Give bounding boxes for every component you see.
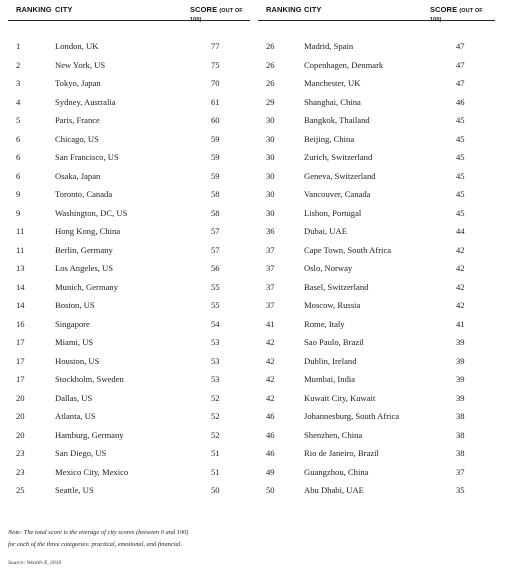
city-cell: London, UK	[55, 41, 99, 51]
rank-cell: 49	[266, 466, 275, 477]
score-cell: 52	[211, 429, 220, 440]
footnote-line-2: for each of the three categories: practical, emotional, and financial.	[8, 540, 183, 548]
city-cell: New York, US	[55, 59, 106, 70]
city-cell: Miami, US	[55, 337, 94, 347]
city-cell: Basel, Switzerland	[304, 281, 369, 292]
score-cell: 35	[456, 485, 465, 495]
rank-cell: 42	[266, 355, 275, 366]
rank-cell: 6	[16, 152, 21, 162]
table-row	[8, 279, 250, 298]
table-row	[8, 316, 250, 335]
table-row	[258, 57, 495, 76]
city-cell: Munich, Germany	[55, 281, 119, 292]
score-cell: 39	[456, 337, 465, 347]
table-row	[8, 131, 250, 150]
city-cell: Hamburg, Germany	[55, 429, 124, 440]
header-score-label: SCORE	[430, 5, 458, 14]
city-cell: Washington, DC, US	[55, 207, 128, 218]
score-cell: 55	[211, 281, 220, 292]
score-cell: 54	[211, 318, 220, 329]
score-cell: 57	[211, 226, 220, 236]
rank-cell: 11	[16, 226, 25, 236]
score-cell: 44	[456, 226, 465, 236]
rank-cell: 30	[266, 189, 275, 199]
table-row	[258, 38, 495, 57]
score-cell: 59	[211, 133, 220, 144]
score-cell: 47	[456, 41, 465, 51]
table-rows-left	[8, 38, 250, 501]
score-cell: 38	[456, 429, 465, 440]
table-row	[8, 334, 250, 353]
score-cell: 53	[211, 355, 220, 366]
table-row	[8, 297, 250, 316]
rank-cell: 50	[266, 485, 275, 495]
table-row	[258, 408, 495, 427]
table-row	[258, 390, 495, 409]
score-cell: 51	[211, 448, 220, 458]
score-cell: 70	[211, 78, 220, 88]
city-cell: Vancouver, Canada	[304, 189, 371, 199]
table-footnote	[8, 527, 268, 550]
city-cell: Lisbon, Portugal	[304, 207, 362, 218]
city-cell: Beijing, China	[304, 133, 355, 144]
rank-cell: 46	[266, 448, 275, 458]
score-cell: 42	[456, 300, 465, 310]
rank-cell: 14	[16, 281, 25, 292]
table-row	[8, 94, 250, 113]
rank-cell: 26	[266, 78, 275, 88]
score-cell: 58	[211, 207, 220, 218]
table-row	[258, 94, 495, 113]
table-row	[258, 353, 495, 372]
score-cell: 38	[456, 448, 465, 458]
city-cell: Zurich, Switzerland	[304, 152, 373, 162]
city-cell: Paris, France	[55, 115, 100, 125]
table-row	[258, 427, 495, 446]
table-row	[8, 186, 250, 205]
rank-cell: 37	[266, 244, 275, 255]
score-cell: 45	[456, 207, 465, 218]
score-cell: 47	[456, 59, 465, 70]
table-row	[8, 464, 250, 483]
table-rows-right	[258, 38, 495, 501]
rank-cell: 41	[266, 318, 275, 329]
score-cell: 50	[211, 485, 220, 495]
rank-cell: 42	[266, 392, 275, 403]
city-cell: Boston, US	[55, 300, 95, 310]
city-cell: Sydney, Australia	[55, 96, 116, 107]
table-row	[258, 279, 495, 298]
header-score	[190, 5, 250, 23]
score-cell: 42	[456, 263, 465, 273]
score-cell: 57	[211, 244, 220, 255]
rank-cell: 46	[266, 411, 275, 421]
score-cell: 47	[456, 78, 465, 88]
score-cell: 61	[211, 96, 220, 107]
city-cell: Shenzhen, China	[304, 429, 363, 440]
table-row	[258, 242, 495, 261]
city-cell: Dubai, UAE	[304, 226, 347, 236]
rank-cell: 4	[16, 96, 21, 107]
score-cell: 59	[211, 170, 220, 181]
city-cell: Johannesburg, South Africa	[304, 411, 400, 421]
table-row	[258, 223, 495, 242]
score-cell: 51	[211, 466, 220, 477]
table-row	[258, 482, 495, 501]
rank-cell: 26	[266, 41, 275, 51]
rank-cell: 30	[266, 207, 275, 218]
score-cell: 53	[211, 337, 220, 347]
table-row	[258, 371, 495, 390]
table-row	[8, 223, 250, 242]
score-cell: 55	[211, 300, 220, 310]
city-cell: Abu Dhabi, UAE	[304, 485, 364, 495]
city-cell: Copenhagen, Denmark	[304, 59, 384, 70]
score-cell: 45	[456, 152, 465, 162]
score-cell: 53	[211, 374, 220, 384]
city-cell: Houston, US	[55, 355, 100, 366]
ranking-table-right	[258, 0, 495, 495]
rank-cell: 37	[266, 281, 275, 292]
city-cell: Manchester, UK	[304, 78, 361, 88]
table-row	[258, 186, 495, 205]
table-row	[8, 57, 250, 76]
score-cell: 56	[211, 263, 220, 273]
rank-cell: 17	[16, 337, 25, 347]
city-cell: Seattle, US	[55, 485, 94, 495]
city-cell: Mexico City, Mexico	[55, 466, 129, 477]
rank-cell: 46	[266, 429, 275, 440]
score-cell: 41	[456, 318, 465, 329]
city-cell: San Francisco, US	[55, 152, 119, 162]
city-cell: Osaka, Japan	[55, 170, 101, 181]
table-row	[258, 260, 495, 279]
table-row	[8, 445, 250, 464]
city-cell: Hong Kong, China	[55, 226, 121, 236]
rank-cell: 23	[16, 448, 25, 458]
rank-cell: 37	[266, 300, 275, 310]
city-cell: Dublin, Ireland	[304, 355, 357, 366]
score-cell: 38	[456, 411, 465, 421]
rank-cell: 6	[16, 170, 21, 181]
table-row	[8, 408, 250, 427]
table-row	[8, 260, 250, 279]
header-score-unit: (OUT OF 100)	[190, 8, 243, 23]
score-cell: 60	[211, 115, 220, 125]
table-header-left	[8, 0, 250, 21]
city-cell: Chicago, US	[55, 133, 99, 144]
rank-cell: 6	[16, 133, 21, 144]
rank-cell: 2	[16, 59, 21, 70]
ranking-table-left	[8, 0, 250, 495]
rank-cell: 9	[16, 189, 21, 199]
header-city: CITY	[55, 5, 73, 14]
city-cell: Toronto, Canada	[55, 189, 113, 199]
city-cell: Tokyo, Japan	[55, 78, 101, 88]
table-row	[8, 390, 250, 409]
rank-cell: 14	[16, 300, 25, 310]
rank-cell: 36	[266, 226, 275, 236]
score-cell: 45	[456, 189, 465, 199]
rank-cell: 20	[16, 392, 25, 403]
header-city: CITY	[304, 5, 322, 14]
table-row	[8, 168, 250, 187]
table-row	[258, 168, 495, 187]
score-cell: 58	[211, 189, 220, 199]
header-score-label: SCORE	[190, 5, 218, 14]
rank-cell: 13	[16, 263, 25, 273]
city-cell: Singapore	[55, 318, 90, 329]
city-cell: Dallas, US	[55, 392, 93, 403]
table-row	[258, 445, 495, 464]
table-row	[8, 149, 250, 168]
city-cell: Kuwait City, Kuwait	[304, 392, 376, 403]
score-cell: 45	[456, 133, 465, 144]
header-score	[430, 5, 495, 23]
footnote-line-1: Note: The total score is the average of city scores (between 0 and 100)	[8, 529, 189, 536]
table-row	[8, 482, 250, 501]
header-ranking: RANKING	[266, 5, 302, 14]
header-score-unit: (OUT OF 100)	[430, 8, 483, 23]
table-row	[258, 75, 495, 94]
city-cell: San Diego, US	[55, 448, 107, 458]
rank-cell: 20	[16, 429, 25, 440]
city-cell: Stockholm, Sweden	[55, 374, 124, 384]
score-cell: 39	[456, 355, 465, 366]
score-cell: 75	[211, 59, 220, 70]
table-row	[258, 112, 495, 131]
table-row	[258, 316, 495, 335]
table-row	[8, 371, 250, 390]
score-cell: 77	[211, 41, 220, 51]
table-header-right	[258, 0, 495, 21]
score-cell: 52	[211, 392, 220, 403]
city-cell: Cape Town, South Africa	[304, 244, 392, 255]
city-cell: Shanghai, China	[304, 96, 361, 107]
rank-cell: 30	[266, 170, 275, 181]
table-row	[258, 297, 495, 316]
city-cell: Madrid, Spain	[304, 41, 354, 51]
score-cell: 39	[456, 374, 465, 384]
rank-cell: 30	[266, 133, 275, 144]
rank-cell: 42	[266, 337, 275, 347]
score-cell: 52	[211, 411, 220, 421]
rank-cell: 3	[16, 78, 21, 88]
city-cell: Sao Paulo, Brazil	[304, 337, 364, 347]
table-row	[8, 75, 250, 94]
city-cell: Rio de Janeiro, Brazil	[304, 448, 379, 458]
score-cell: 42	[456, 244, 465, 255]
rank-cell: 17	[16, 374, 25, 384]
score-cell: 42	[456, 281, 465, 292]
city-cell: Rome, Italy	[304, 318, 345, 329]
table-row	[258, 131, 495, 150]
rank-cell: 16	[16, 318, 25, 329]
city-cell: Berlin, Germany	[55, 244, 113, 255]
city-cell: Geneva, Switzerland	[304, 170, 376, 181]
score-cell: 45	[456, 170, 465, 181]
rank-cell: 11	[16, 244, 25, 255]
rank-cell: 9	[16, 207, 21, 218]
table-row	[258, 149, 495, 168]
city-cell: Atlanta, US	[55, 411, 96, 421]
table-row	[8, 427, 250, 446]
city-cell: Mumbai, India	[304, 374, 356, 384]
rank-cell: 20	[16, 411, 25, 421]
rank-cell: 23	[16, 466, 25, 477]
table-row	[8, 242, 250, 261]
rank-cell: 30	[266, 152, 275, 162]
city-cell: Los Angeles, US	[55, 263, 114, 273]
rank-cell: 5	[16, 115, 21, 125]
rank-cell: 25	[16, 485, 25, 495]
score-cell: 45	[456, 115, 465, 125]
rank-cell: 37	[266, 263, 275, 273]
city-cell: Bangkok, Thailand	[304, 115, 370, 125]
score-cell: 46	[456, 96, 465, 107]
source-note: Source: Wealth-X, 2016	[8, 560, 62, 566]
score-cell: 59	[211, 152, 220, 162]
header-ranking: RANKING	[16, 5, 52, 14]
table-row	[258, 334, 495, 353]
rank-cell: 29	[266, 96, 275, 107]
rank-cell: 1	[16, 41, 21, 51]
rank-cell: 26	[266, 59, 275, 70]
city-cell: Moscow, Russia	[304, 300, 361, 310]
rank-cell: 30	[266, 115, 275, 125]
table-row	[8, 112, 250, 131]
rank-cell: 17	[16, 355, 25, 366]
city-cell: Guangzhou, China	[304, 466, 369, 477]
table-row	[258, 464, 495, 483]
table-row	[8, 205, 250, 224]
score-cell: 37	[456, 466, 465, 477]
table-row	[8, 353, 250, 372]
table-row	[258, 205, 495, 224]
table-row	[8, 38, 250, 57]
rank-cell: 42	[266, 374, 275, 384]
city-cell: Oslo, Norway	[304, 263, 353, 273]
score-cell: 39	[456, 392, 465, 403]
